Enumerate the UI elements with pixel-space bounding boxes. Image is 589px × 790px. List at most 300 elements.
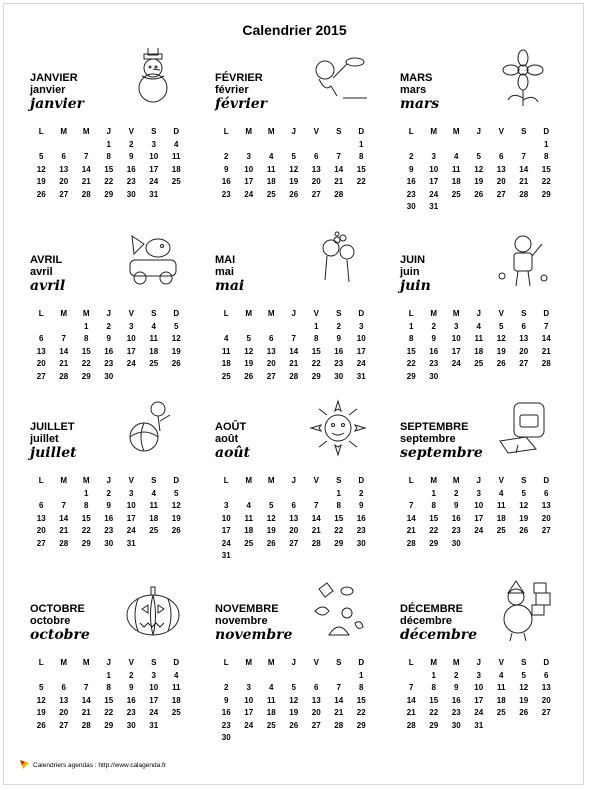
week-row bbox=[400, 321, 558, 334]
day-cell: 21 bbox=[334, 177, 344, 186]
day-cell: 8 bbox=[314, 334, 319, 343]
weekday-header: L bbox=[408, 127, 414, 136]
day-cell: 17 bbox=[474, 513, 484, 523]
weekday-header: D bbox=[358, 309, 365, 318]
day-cell: 12 bbox=[36, 695, 46, 705]
month-name-upper: JUIN bbox=[400, 254, 426, 266]
day-cell bbox=[30, 670, 53, 683]
day-cell: 25 bbox=[496, 526, 506, 535]
day-cell bbox=[165, 538, 188, 551]
day-cell: 23 bbox=[356, 526, 366, 535]
weekday-header: L bbox=[38, 658, 44, 667]
month-grid bbox=[215, 126, 373, 201]
month-block bbox=[400, 72, 578, 250]
day-cell bbox=[238, 139, 261, 152]
day-cell: 9 bbox=[454, 501, 459, 510]
day-cell: 28 bbox=[289, 371, 299, 381]
day-cell bbox=[283, 670, 306, 683]
month-name-upper: AOÛT bbox=[215, 421, 247, 433]
weekday-header: J bbox=[291, 658, 296, 667]
month-name-script: novembre bbox=[215, 627, 293, 643]
day-cell: 21 bbox=[81, 177, 91, 186]
weekday-header: M bbox=[82, 658, 90, 667]
day-cell bbox=[305, 139, 328, 152]
day-cell: 3 bbox=[476, 670, 481, 680]
day-cell: 4 bbox=[269, 683, 274, 692]
day-cell: 18 bbox=[496, 513, 506, 523]
schoolbag-icon bbox=[492, 397, 554, 459]
day-cell: 6 bbox=[61, 152, 66, 161]
day-cell bbox=[215, 670, 238, 683]
day-cell: 7 bbox=[521, 152, 526, 161]
day-cell: 1 bbox=[359, 139, 364, 149]
day-cell: 1 bbox=[314, 321, 319, 331]
day-cell: 16 bbox=[104, 513, 114, 523]
weekday-header: S bbox=[521, 309, 527, 318]
day-cell: 20 bbox=[541, 513, 551, 523]
weekday-header: L bbox=[223, 476, 229, 485]
day-cell: 18 bbox=[171, 164, 181, 174]
week-row bbox=[215, 538, 373, 551]
weekday-header: L bbox=[38, 127, 44, 136]
day-cell: 5 bbox=[39, 683, 44, 692]
day-cell: 29 bbox=[81, 371, 91, 381]
day-cell: 12 bbox=[171, 334, 181, 343]
day-cell: 13 bbox=[541, 683, 551, 692]
weekday-header: J bbox=[106, 127, 111, 136]
week-row bbox=[400, 720, 558, 733]
day-cell bbox=[53, 321, 76, 334]
weekday-header: D bbox=[358, 127, 365, 136]
day-cell: 19 bbox=[474, 177, 484, 186]
day-cell bbox=[400, 488, 423, 501]
day-cell: 30 bbox=[126, 189, 136, 199]
week-row bbox=[30, 139, 188, 152]
day-cell: 18 bbox=[171, 695, 181, 705]
day-cell bbox=[513, 139, 536, 152]
month-name-upper: MAI bbox=[215, 254, 236, 266]
day-cell: 19 bbox=[171, 513, 181, 523]
week-row bbox=[400, 371, 558, 384]
day-cell: 11 bbox=[267, 695, 276, 705]
day-cell: 4 bbox=[151, 488, 156, 498]
day-cell bbox=[490, 201, 513, 214]
day-cell: 28 bbox=[59, 538, 69, 548]
weekday-header: M bbox=[245, 309, 253, 318]
weekday-header-row bbox=[400, 308, 558, 321]
day-cell: 7 bbox=[314, 501, 319, 510]
day-cell: 9 bbox=[454, 683, 459, 692]
day-cell: 15 bbox=[356, 164, 366, 174]
day-cell bbox=[143, 538, 166, 551]
day-cell: 27 bbox=[289, 538, 299, 548]
day-cell bbox=[260, 550, 283, 563]
day-cell bbox=[30, 321, 53, 334]
day-cell bbox=[350, 732, 373, 745]
week-row bbox=[215, 139, 373, 152]
day-cell bbox=[238, 321, 261, 334]
day-cell: 27 bbox=[541, 708, 551, 717]
day-cell: 15 bbox=[406, 346, 416, 356]
day-cell: 23 bbox=[126, 177, 136, 186]
boy-icon bbox=[492, 230, 554, 292]
weekday-header: D bbox=[173, 476, 180, 485]
day-cell bbox=[215, 321, 238, 334]
weekday-header: M bbox=[82, 309, 90, 318]
day-cell: 28 bbox=[541, 359, 551, 368]
weekday-header: J bbox=[476, 127, 481, 136]
week-row bbox=[30, 321, 188, 334]
day-cell: 16 bbox=[221, 708, 231, 717]
day-cell: 30 bbox=[126, 720, 136, 730]
day-cell: 7 bbox=[61, 334, 66, 343]
day-cell: 4 bbox=[269, 152, 274, 161]
day-cell: 31 bbox=[126, 538, 136, 548]
weekday-header: V bbox=[128, 127, 134, 136]
day-cell: 5 bbox=[291, 683, 296, 692]
day-cell: 29 bbox=[541, 189, 551, 199]
day-cell: 13 bbox=[311, 695, 321, 705]
day-cell: 26 bbox=[289, 189, 299, 199]
month-name-script: mars bbox=[400, 96, 440, 112]
day-cell: 22 bbox=[406, 359, 416, 368]
day-cell: 19 bbox=[519, 513, 529, 523]
day-cell: 7 bbox=[544, 321, 549, 331]
day-cell: 3 bbox=[359, 321, 364, 331]
month-grid bbox=[30, 475, 188, 550]
day-cell: 27 bbox=[311, 720, 321, 730]
day-cell: 28 bbox=[334, 189, 344, 199]
weekday-header: V bbox=[498, 127, 504, 136]
day-cell: 20 bbox=[496, 177, 506, 186]
weekday-header: D bbox=[543, 658, 550, 667]
day-cell: 10 bbox=[126, 334, 136, 343]
day-cell: 23 bbox=[406, 189, 416, 199]
day-cell: 27 bbox=[59, 189, 69, 199]
santa-icon bbox=[492, 579, 554, 641]
day-cell: 23 bbox=[104, 526, 114, 535]
month-name-script: février bbox=[215, 96, 268, 112]
week-row bbox=[400, 201, 558, 214]
month-block bbox=[30, 603, 208, 781]
weekday-header: L bbox=[223, 127, 229, 136]
day-cell: 22 bbox=[311, 359, 321, 368]
week-row bbox=[30, 670, 188, 683]
footer-text[interactable]: Calendriers agendas : http://www.calagenda.fr bbox=[33, 762, 166, 770]
day-cell: 1 bbox=[84, 321, 89, 331]
day-cell: 2 bbox=[106, 488, 111, 498]
month-name-upper: JANVIER bbox=[30, 72, 78, 84]
day-cell: 15 bbox=[541, 164, 551, 174]
week-row bbox=[215, 371, 373, 384]
month-name-upper: SEPTEMBRE bbox=[400, 421, 469, 433]
day-cell: 5 bbox=[521, 488, 526, 498]
weekday-header: D bbox=[173, 658, 180, 667]
day-cell: 16 bbox=[356, 513, 366, 523]
weekday-header: S bbox=[521, 658, 527, 667]
day-cell: 30 bbox=[356, 538, 366, 548]
day-cell: 21 bbox=[59, 526, 69, 535]
day-cell: 4 bbox=[174, 139, 179, 149]
day-cell bbox=[30, 488, 53, 501]
week-row bbox=[215, 176, 373, 189]
day-cell: 18 bbox=[451, 177, 461, 186]
day-cell: 24 bbox=[356, 359, 366, 368]
week-row bbox=[30, 346, 188, 359]
day-cell: 24 bbox=[221, 538, 231, 548]
weekday-header-row bbox=[215, 308, 373, 321]
day-cell: 10 bbox=[474, 501, 484, 510]
day-cell: 7 bbox=[336, 683, 341, 692]
weekday-header: V bbox=[313, 658, 319, 667]
fish-car-icon bbox=[122, 230, 184, 292]
month-name-script: octobre bbox=[30, 627, 90, 643]
day-cell: 7 bbox=[84, 152, 89, 161]
day-cell: 22 bbox=[81, 526, 91, 535]
day-cell: 5 bbox=[499, 321, 504, 331]
day-cell bbox=[30, 139, 53, 152]
day-cell: 10 bbox=[244, 695, 254, 705]
day-cell: 14 bbox=[81, 164, 91, 174]
day-cell: 14 bbox=[541, 334, 551, 343]
week-row bbox=[400, 538, 558, 551]
day-cell bbox=[328, 670, 351, 683]
month-grid bbox=[30, 308, 188, 383]
day-cell: 3 bbox=[246, 152, 251, 161]
footer bbox=[20, 760, 166, 771]
day-cell: 14 bbox=[406, 513, 416, 523]
day-cell: 6 bbox=[269, 334, 274, 343]
day-cell: 14 bbox=[59, 346, 69, 356]
day-cell: 14 bbox=[334, 695, 344, 705]
autumn-leaves-icon bbox=[307, 579, 369, 641]
day-cell: 24 bbox=[149, 177, 159, 186]
day-cell: 1 bbox=[84, 488, 89, 498]
month-block bbox=[215, 603, 393, 781]
day-cell bbox=[513, 201, 536, 214]
day-cell: 13 bbox=[289, 513, 299, 523]
month-name-lower: janvier bbox=[30, 84, 66, 96]
day-cell bbox=[305, 488, 328, 501]
weekday-header: S bbox=[336, 127, 342, 136]
day-cell: 18 bbox=[496, 695, 506, 705]
day-cell: 19 bbox=[171, 346, 181, 356]
day-cell: 2 bbox=[431, 321, 436, 331]
day-cell: 8 bbox=[84, 501, 89, 510]
weekday-header: V bbox=[128, 658, 134, 667]
week-row bbox=[215, 720, 373, 733]
day-cell bbox=[75, 670, 98, 683]
day-cell bbox=[260, 670, 283, 683]
day-cell bbox=[535, 720, 558, 733]
day-cell: 15 bbox=[356, 695, 366, 705]
week-row bbox=[30, 525, 188, 538]
day-cell: 24 bbox=[126, 526, 136, 535]
week-row bbox=[30, 513, 188, 526]
weekday-header: J bbox=[476, 309, 481, 318]
day-cell: 14 bbox=[59, 513, 69, 523]
day-cell: 7 bbox=[84, 683, 89, 692]
day-cell: 9 bbox=[224, 164, 229, 174]
day-cell: 12 bbox=[266, 513, 276, 523]
day-cell: 26 bbox=[36, 189, 46, 199]
day-cell: 11 bbox=[172, 152, 181, 161]
day-cell: 31 bbox=[356, 371, 366, 381]
day-cell: 27 bbox=[36, 538, 46, 548]
day-cell: 11 bbox=[149, 334, 158, 343]
week-row bbox=[215, 513, 373, 526]
day-cell: 6 bbox=[314, 152, 319, 161]
month-block bbox=[400, 421, 578, 599]
day-cell: 23 bbox=[451, 708, 461, 717]
day-cell: 17 bbox=[221, 526, 231, 535]
weekday-header-row bbox=[400, 475, 558, 488]
day-cell: 6 bbox=[39, 501, 44, 510]
day-cell: 17 bbox=[429, 177, 439, 186]
day-cell: 5 bbox=[269, 501, 274, 510]
weekday-header: M bbox=[430, 476, 438, 485]
day-cell: 26 bbox=[171, 359, 181, 368]
day-cell: 26 bbox=[266, 538, 276, 548]
month-name-upper: OCTOBRE bbox=[30, 603, 85, 615]
day-cell: 13 bbox=[59, 695, 69, 705]
day-cell: 11 bbox=[474, 334, 483, 343]
day-cell: 10 bbox=[356, 334, 366, 343]
day-cell: 23 bbox=[429, 359, 439, 368]
day-cell: 30 bbox=[104, 371, 114, 381]
week-row bbox=[30, 720, 188, 733]
day-cell: 8 bbox=[409, 334, 414, 343]
day-cell: 12 bbox=[289, 164, 299, 174]
day-cell: 30 bbox=[104, 538, 114, 548]
weekday-header: S bbox=[336, 309, 342, 318]
day-cell: 29 bbox=[81, 538, 91, 548]
day-cell: 1 bbox=[431, 488, 436, 498]
day-cell: 5 bbox=[476, 152, 481, 161]
day-cell: 11 bbox=[452, 164, 461, 174]
weekday-header: J bbox=[106, 658, 111, 667]
day-cell: 17 bbox=[126, 513, 136, 523]
day-cell: 22 bbox=[429, 526, 439, 535]
day-cell: 22 bbox=[104, 177, 114, 186]
day-cell: 9 bbox=[359, 501, 364, 510]
day-cell: 30 bbox=[429, 371, 439, 381]
day-cell: 9 bbox=[336, 334, 341, 343]
day-cell: 24 bbox=[429, 189, 439, 199]
day-cell: 9 bbox=[106, 501, 111, 510]
weekday-header: M bbox=[430, 309, 438, 318]
day-cell: 16 bbox=[221, 177, 231, 186]
week-row bbox=[30, 538, 188, 551]
day-cell: 18 bbox=[221, 359, 231, 368]
week-row bbox=[400, 164, 558, 177]
day-cell: 19 bbox=[519, 695, 529, 705]
weekday-header: M bbox=[267, 309, 275, 318]
day-cell: 7 bbox=[409, 501, 414, 510]
month-name-upper: MARS bbox=[400, 72, 433, 84]
week-row bbox=[30, 682, 188, 695]
month-name-script: juin bbox=[400, 278, 431, 294]
day-cell bbox=[238, 670, 261, 683]
day-cell: 1 bbox=[409, 321, 414, 331]
day-cell: 6 bbox=[61, 683, 66, 692]
day-cell: 17 bbox=[149, 695, 159, 705]
day-cell bbox=[215, 139, 238, 152]
day-cell: 28 bbox=[59, 371, 69, 381]
month-name-lower: décembre bbox=[400, 615, 452, 627]
week-row bbox=[400, 525, 558, 538]
day-cell: 16 bbox=[429, 346, 439, 356]
day-cell: 25 bbox=[496, 708, 506, 717]
week-row bbox=[400, 333, 558, 346]
day-cell: 29 bbox=[104, 189, 114, 199]
day-cell: 17 bbox=[244, 708, 254, 717]
week-row bbox=[30, 176, 188, 189]
day-cell: 17 bbox=[244, 177, 254, 186]
week-row bbox=[400, 346, 558, 359]
day-cell bbox=[260, 321, 283, 334]
day-cell: 2 bbox=[409, 152, 414, 161]
day-cell: 17 bbox=[356, 346, 366, 356]
day-cell: 25 bbox=[451, 189, 461, 199]
week-row bbox=[215, 525, 373, 538]
day-cell: 19 bbox=[36, 708, 46, 717]
day-cell: 17 bbox=[149, 164, 159, 174]
day-cell: 29 bbox=[429, 720, 439, 730]
day-cell bbox=[513, 720, 536, 733]
day-cell: 5 bbox=[174, 321, 179, 331]
day-cell bbox=[490, 139, 513, 152]
day-cell: 15 bbox=[429, 513, 439, 523]
day-cell: 27 bbox=[541, 526, 551, 535]
day-cell: 20 bbox=[519, 346, 529, 356]
month-name-upper: DÉCEMBRE bbox=[400, 603, 463, 615]
week-row bbox=[400, 358, 558, 371]
week-row bbox=[30, 500, 188, 513]
day-cell: 26 bbox=[496, 359, 506, 368]
week-row bbox=[215, 707, 373, 720]
day-cell: 24 bbox=[126, 359, 136, 368]
weekday-header: L bbox=[408, 476, 414, 485]
weekday-header: J bbox=[291, 309, 296, 318]
day-cell: 25 bbox=[171, 177, 181, 186]
day-cell: 4 bbox=[454, 152, 459, 161]
month-grid bbox=[400, 657, 558, 732]
day-cell: 16 bbox=[104, 346, 114, 356]
day-cell: 11 bbox=[497, 683, 506, 692]
day-cell: 24 bbox=[244, 189, 254, 199]
day-cell bbox=[535, 201, 558, 214]
day-cell: 15 bbox=[104, 695, 114, 705]
day-cell: 8 bbox=[359, 683, 364, 692]
day-cell bbox=[75, 139, 98, 152]
beach-ball-icon bbox=[122, 397, 184, 459]
day-cell: 10 bbox=[474, 683, 484, 692]
day-cell: 13 bbox=[311, 164, 321, 174]
week-row bbox=[215, 695, 373, 708]
weekday-header: M bbox=[267, 658, 275, 667]
month-name-upper: NOVEMBRE bbox=[215, 603, 279, 615]
day-cell: 4 bbox=[499, 670, 504, 680]
day-cell: 5 bbox=[246, 334, 251, 343]
weekday-header: V bbox=[313, 476, 319, 485]
weekday-header: L bbox=[408, 309, 414, 318]
day-cell: 8 bbox=[431, 501, 436, 510]
day-cell: 19 bbox=[289, 708, 299, 717]
week-row bbox=[400, 682, 558, 695]
day-cell: 29 bbox=[406, 371, 416, 381]
weekday-header: M bbox=[245, 127, 253, 136]
